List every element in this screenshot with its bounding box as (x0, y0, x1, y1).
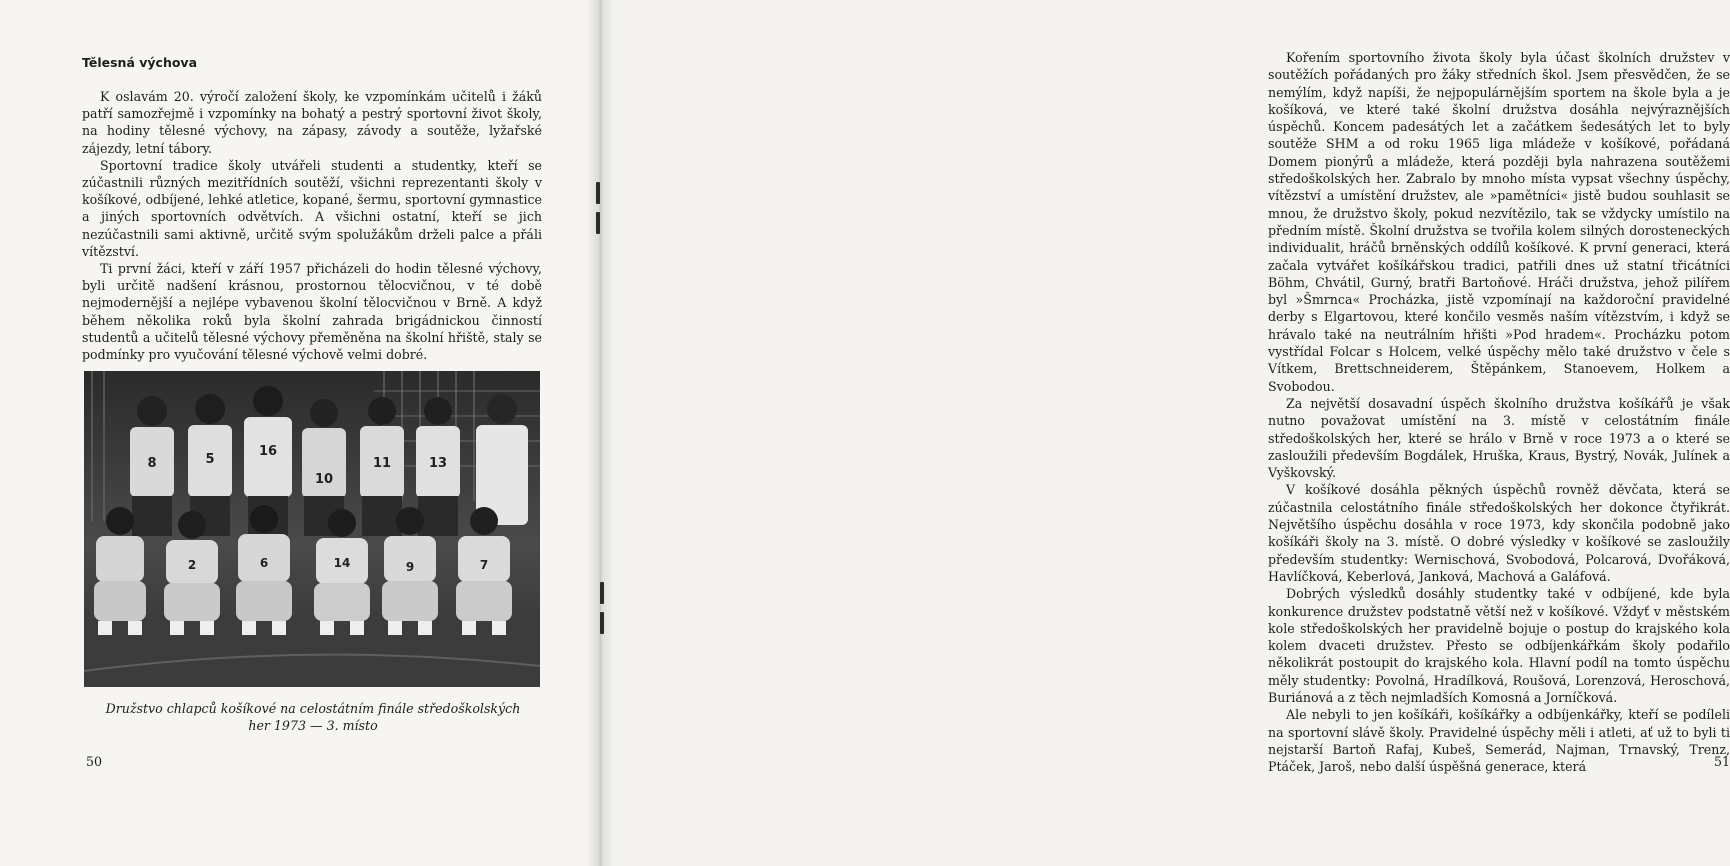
right-text-column (1268, 49, 1730, 775)
team-photo (84, 371, 540, 687)
page-number: 51 (1714, 754, 1730, 769)
right-page (600, 0, 1730, 866)
caption-line: her 1973 — 3. místo (248, 718, 378, 733)
paragraph: Dobrých výsledků dosáhly studentky také v odbíjené, kde byla konkurence družstev podstatně větší než v košíkové. Vždyť v městském kole středoškolských her pravidelně bojuje o postup do krajského kola kolem dvaceti družstev. Přesto se odbíjenkářkám školy podařilo několikrát postoupit do krajského kola. Hlavní podíl na tomto úspěchu měly studentky: Povolná, Hradílková, Roušová, Lorenzová, Heroschová, Buriánová a z těch nejmladších Komosná a Jorníčková. (1268, 586, 1730, 705)
jersey-number: 8 (147, 456, 157, 471)
binding-staple (600, 612, 604, 634)
binding-staple (596, 212, 600, 234)
binding-staple (600, 582, 604, 604)
jersey-number: 13 (428, 456, 448, 471)
jersey-number: 10 (314, 472, 334, 487)
jersey-number: 5 (205, 452, 215, 467)
page-number: 50 (86, 754, 103, 769)
paragraph: V košíkové dosáhla pěkných úspěchů rovněž děvčata, která se zúčastnila celostátního finále středoškolských her dokonce čtyřikrát. Největšího úspěchu dosáhla v roce 1973, kdy skončila podobně jako košíkáři školy na 3. místě. O dobré výsledky v košíkové se zasloužily především studentky: Wernischová, Svobodová, Polcarová, Dvořáková, Havlíčková, Keberlová, Janková, Machová a Galáfová. (1268, 482, 1730, 584)
book-gutter (586, 0, 614, 866)
jersey-number: 7 (479, 558, 489, 572)
left-text-column (82, 88, 542, 363)
jersey-number: 9 (405, 560, 415, 574)
paragraph: Kořením sportovního života školy byla účast školních družstev v soutěžích pořádaných pro žáky středních škol. Jsem přesvědčen, že se nemýlím, když napíši, že nejpopulárnějším sportem na škole byla a je košíková, ve které také školní družstva dosáhla nejvýraznějších úspěchů. Koncem padesátých let a začátkem šedesátých let to byly soutěže SHM a od roku 1965 liga mládeže v košíkové, pořádaná Domem pionýrů a mládeže, která později byla nahrazena soutěžemi středoškolských her. Zabralo by mnoho místa vypsat všechny úspěchy, vítězství a umístění družstev, ale »pamětníci« jistě budou souhlasit se mnou, že družstvo školy, pokud nezvítězilo, tak se vždycky umístilo na předním místě. Školní družstva se tvořila kolem silných dorosteneckých individualit, hráčů brněnských oddílů košíkové. K první generaci, která začala vytvářet košíkářskou tradici, patřili dnes už statní třicátníci Böhm, Chvátil, Gurný, bratři Bartoňové. Hráči družstva, jehož pilířem byl »Šmrnca« Procházka, jistě vzpomínají na každoroční pravidelné derby s Elgartovou, které končilo vesměs naším vítězstvím, i když se hrávalo také na neutrálním hřišti »Pod hradem«. Procházku potom vystřídal Folcar s Holcem, velké úspěchy mělo také družstvo v čele s Vítkem, Brettschneiderem, Štěpánkem, Stanoevem, Holkem a Svobodou. (1268, 50, 1730, 394)
left-page (0, 0, 600, 866)
paragraph: Sportovní tradice školy utvářeli studenti a studentky, kteří se zúčastnili různých mezitřídních soutěží, všichni reprezentanti školy v košíkové, odbíjené, lehké atletice, kopané, šermu, sportovní gymnastice a jiných sportovních odvětvích. A všichni ostatní, kteří se jich nezúčastnili sami aktivně, určitě svým spolužákům drželi palce a přáli vítězství. (82, 157, 542, 259)
paragraph: Ti první žáci, kteří v září 1957 přicházeli do hodin tělesné výchovy, byli určitě nadšení krásnou, prostornou tělocvičnou, v té době nejmodernější a nejlépe vybavenou školní tělocvičnou v Brně. A když během několika roků byla školní zahrada brigádnickou činností studentů a učitelů tělesné výchovy přeměněna na školní hřiště, staly se podmínky pro vyučování tělesné výchově velmi dobré. (82, 261, 542, 363)
paragraph: Za největší dosavadní úspěch školního družstva košíkářů je však nutno považovat umístění na 3. místě v celostátním finále středoškolských her, které se hrálo v Brně v roce 1973 a o které se zasloužili především Bogdálek, Hruška, Kraus, Bystrý, Novák, Julínek a Vyškovský. (1268, 395, 1730, 481)
jersey-number: 16 (258, 444, 278, 459)
section-heading: Tělesná výchova (82, 55, 198, 70)
jersey-number: 6 (259, 556, 269, 570)
paragraph: K oslavám 20. výročí založení školy, ke vzpomínkám učitelů i žáků patří samozřejmě i vzpomínky na bohatý a pestrý sportovní život školy, na hodiny tělesné výchovy, na zápasy, závody a soutěže, lyžařské zájezdy, letní tábory. (82, 89, 542, 156)
jersey-number: 14 (333, 556, 351, 570)
team-photo-image (84, 371, 540, 687)
photo-caption (82, 700, 544, 734)
caption-line: Družstvo chlapců košíkové na celostátním finále středoškolských (105, 701, 521, 716)
paragraph: Ale nebyli to jen košíkáři, košíkářky a odbíjenkářky, kteří se podíleli na sportovní slávě školy. Pravidelné úspěchy měli i atleti, ať už to byli ti nejstarší Bartoň Rafaj, Kubeš, Semerád, Najman, Trnavský, Trenz, Ptáček, Jaroš, nebo další úspěšná generace, která (1268, 707, 1730, 775)
jersey-number: 11 (372, 456, 392, 471)
binding-staple (596, 182, 600, 204)
jersey-number: 2 (187, 558, 197, 572)
